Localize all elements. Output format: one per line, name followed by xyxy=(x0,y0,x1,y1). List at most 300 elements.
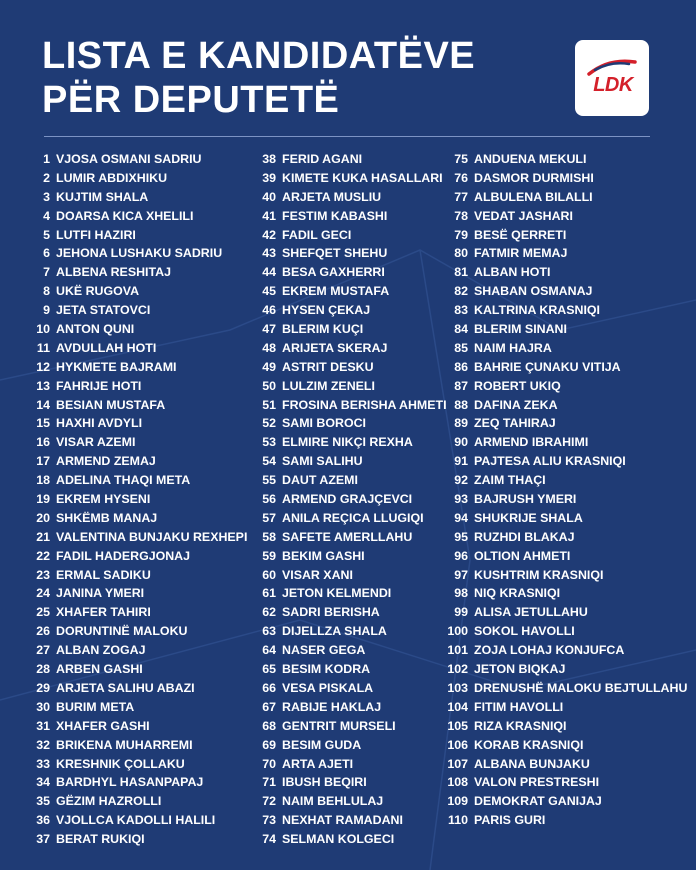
candidate-name: DASMOR DURMISHI xyxy=(474,170,594,185)
candidate-number: 56 xyxy=(262,492,276,507)
candidate-name: LUTFI HAZIRI xyxy=(56,227,136,242)
candidate-name: JEHONA LUSHAKU SADRIU xyxy=(56,246,223,261)
list-item xyxy=(258,773,447,792)
candidate-number: 109 xyxy=(447,794,468,809)
candidate-number: 58 xyxy=(262,529,276,544)
candidate-column-2 xyxy=(258,150,447,849)
candidate-name: KIMETE KUKA HASALLARI xyxy=(282,170,443,185)
list-item xyxy=(444,433,687,452)
candidate-name: ALBULENA BILALLI xyxy=(474,189,593,204)
candidate-number: 26 xyxy=(36,624,50,639)
candidate-number: 11 xyxy=(36,340,50,355)
candidate-name: FROSINA BERISHA AHMETI xyxy=(282,397,447,412)
candidate-number: 73 xyxy=(262,813,276,828)
list-item xyxy=(258,282,447,301)
candidate-number: 102 xyxy=(447,662,468,677)
candidate-name: FITIM HAVOLLI xyxy=(474,699,564,714)
candidate-number: 33 xyxy=(36,756,50,771)
list-item xyxy=(258,244,447,263)
candidate-column-1 xyxy=(22,150,247,849)
candidate-number: 61 xyxy=(262,586,276,601)
list-item xyxy=(22,566,247,585)
list-item xyxy=(22,490,247,509)
list-item xyxy=(258,584,447,603)
candidate-name: ARMEND GRAJÇEVCI xyxy=(282,492,413,507)
list-item xyxy=(258,698,447,717)
list-item xyxy=(22,622,247,641)
candidate-name: ALBAN ZOGAJ xyxy=(56,643,146,658)
candidate-name: SADRI BERISHA xyxy=(282,605,380,620)
candidate-number: 9 xyxy=(43,303,50,318)
candidate-number: 83 xyxy=(454,303,468,318)
candidate-name: DAFINA ZEKA xyxy=(474,397,558,412)
candidate-number: 77 xyxy=(454,189,468,204)
list-item xyxy=(444,339,687,358)
candidate-number: 62 xyxy=(262,605,276,620)
candidate-number: 71 xyxy=(262,775,276,790)
list-item xyxy=(22,282,247,301)
candidate-number: 100 xyxy=(447,624,468,639)
list-item xyxy=(258,207,447,226)
list-item xyxy=(258,169,447,188)
list-item xyxy=(258,490,447,509)
candidate-name: RABIJE HAKLAJ xyxy=(282,699,382,714)
candidate-number: 93 xyxy=(454,492,468,507)
candidate-number: 21 xyxy=(36,529,50,544)
list-item xyxy=(444,169,687,188)
list-item xyxy=(258,736,447,755)
list-item xyxy=(258,622,447,641)
candidate-number: 12 xyxy=(36,359,50,374)
candidate-number: 31 xyxy=(36,718,50,733)
candidate-number: 60 xyxy=(262,567,276,582)
candidate-number: 42 xyxy=(262,227,276,242)
candidate-name: VALON PRESTRESHI xyxy=(474,775,600,790)
candidate-number: 20 xyxy=(36,510,50,525)
candidate-name: FADIL HADERGJONAJ xyxy=(56,548,191,563)
list-item xyxy=(258,811,447,830)
list-item xyxy=(258,377,447,396)
list-item xyxy=(22,226,247,245)
list-item xyxy=(258,830,447,849)
list-item xyxy=(22,509,247,528)
list-item xyxy=(444,509,687,528)
candidate-name: DEMOKRAT GANIJAJ xyxy=(474,794,602,809)
list-item xyxy=(22,471,247,490)
candidate-number: 18 xyxy=(36,473,50,488)
list-item xyxy=(444,679,687,698)
list-item xyxy=(22,433,247,452)
candidate-name: SHUKRIJE SHALA xyxy=(474,510,583,525)
list-item xyxy=(22,263,247,282)
candidate-name: VISAR AZEMI xyxy=(56,435,136,450)
list-item xyxy=(444,528,687,547)
candidate-number: 108 xyxy=(447,775,468,790)
candidate-number: 10 xyxy=(36,322,50,337)
candidate-number: 19 xyxy=(36,492,50,507)
candidate-name: PAJTESA ALIU KRASNIQI xyxy=(474,454,626,469)
candidate-column-3 xyxy=(444,150,687,830)
candidate-number: 48 xyxy=(262,340,276,355)
candidate-number: 59 xyxy=(262,548,276,563)
candidate-name: VJOLLCA KADOLLI HALILI xyxy=(56,813,216,828)
candidate-name: BESË QERRETI xyxy=(474,227,567,242)
list-item xyxy=(444,603,687,622)
candidate-name: KUJTIM SHALA xyxy=(56,189,149,204)
candidate-name: ROBERT UKIQ xyxy=(474,378,561,393)
candidate-name: NAIM HAJRA xyxy=(474,340,552,355)
list-item xyxy=(258,452,447,471)
candidate-number: 107 xyxy=(447,756,468,771)
list-item xyxy=(22,811,247,830)
candidate-number: 50 xyxy=(262,378,276,393)
candidate-name: SAFETE AMERLLAHU xyxy=(282,529,413,544)
list-item xyxy=(22,547,247,566)
candidate-number: 7 xyxy=(43,265,50,280)
candidate-number: 98 xyxy=(454,586,468,601)
candidate-name: SHABAN OSMANAJ xyxy=(474,284,593,299)
candidate-name: SOKOL HAVOLLI xyxy=(474,624,575,639)
list-item xyxy=(258,320,447,339)
candidate-name: KALTRINA KRASNIQI xyxy=(474,303,600,318)
list-item xyxy=(444,792,687,811)
candidate-name: BAHRIE ÇUNAKU VITIJA xyxy=(474,359,621,374)
list-item xyxy=(444,226,687,245)
candidate-name: VISAR XANI xyxy=(282,567,353,582)
list-item xyxy=(22,169,247,188)
candidate-number: 78 xyxy=(454,208,468,223)
candidate-number: 54 xyxy=(262,454,276,469)
candidate-number: 46 xyxy=(262,303,276,318)
candidate-name: AVDULLAH HOTI xyxy=(56,340,157,355)
list-item xyxy=(444,622,687,641)
list-item xyxy=(258,339,447,358)
list-item xyxy=(22,584,247,603)
list-item xyxy=(22,660,247,679)
list-item xyxy=(444,244,687,263)
list-item xyxy=(22,641,247,660)
candidate-number: 68 xyxy=(262,718,276,733)
candidate-number: 43 xyxy=(262,246,276,261)
candidate-number: 101 xyxy=(447,643,468,658)
candidate-number: 104 xyxy=(447,699,468,714)
candidate-name: ARMEND ZEMAJ xyxy=(56,454,156,469)
candidate-name: GENTRIT MURSELI xyxy=(282,718,396,733)
list-item xyxy=(258,226,447,245)
candidate-number: 2 xyxy=(43,170,50,185)
candidate-number: 96 xyxy=(454,548,468,563)
candidate-number: 24 xyxy=(36,586,50,601)
candidate-number: 67 xyxy=(262,699,276,714)
candidate-number: 40 xyxy=(262,189,276,204)
candidate-name: PARIS GURI xyxy=(474,813,546,828)
candidate-number: 14 xyxy=(36,397,50,412)
candidate-number: 5 xyxy=(43,227,50,242)
list-item xyxy=(444,282,687,301)
candidate-name: SELMAN KOLGECI xyxy=(282,832,395,847)
candidate-name: HAXHI AVDYLI xyxy=(56,416,143,431)
candidate-number: 70 xyxy=(262,756,276,771)
list-item xyxy=(22,792,247,811)
candidate-number: 99 xyxy=(454,605,468,620)
candidate-number: 57 xyxy=(262,510,276,525)
candidate-name: ANTON QUNI xyxy=(56,322,135,337)
list-item xyxy=(444,207,687,226)
candidate-number: 95 xyxy=(454,529,468,544)
candidate-name: DOARSA KICA XHELILI xyxy=(56,208,194,223)
candidate-number: 27 xyxy=(36,643,50,658)
candidate-number: 103 xyxy=(447,680,468,695)
list-item xyxy=(444,641,687,660)
list-item xyxy=(444,698,687,717)
candidate-name: JETON BIQKAJ xyxy=(474,662,566,677)
candidate-name: RUZHDI BLAKAJ xyxy=(474,529,575,544)
list-item xyxy=(22,320,247,339)
candidate-name: VALENTINA BUNJAKU REXHEPI xyxy=(56,529,248,544)
list-item xyxy=(22,830,247,849)
candidate-name: LUMIR ABDIXHIKU xyxy=(56,170,168,185)
candidate-number: 3 xyxy=(43,189,50,204)
candidate-number: 44 xyxy=(262,265,276,280)
list-item xyxy=(444,414,687,433)
candidate-name: NIQ KRASNIQI xyxy=(474,586,561,601)
candidate-name: ELMIRE NIKÇI REXHA xyxy=(282,435,413,450)
candidate-name: NEXHAT RAMADANI xyxy=(282,813,403,828)
list-item xyxy=(444,660,687,679)
candidate-name: BAJRUSH YMERI xyxy=(474,492,577,507)
list-item xyxy=(444,547,687,566)
candidate-number: 30 xyxy=(36,699,50,714)
list-item xyxy=(22,244,247,263)
candidate-name: ARBEN GASHI xyxy=(56,662,143,677)
candidate-name: BARDHYL HASANPAPAJ xyxy=(56,775,204,790)
ldk-logo xyxy=(575,40,649,116)
list-item xyxy=(444,773,687,792)
candidate-number: 17 xyxy=(36,454,50,469)
candidate-name: ZEQ TAHIRAJ xyxy=(474,416,556,431)
logo-text: LDK xyxy=(593,74,633,96)
candidate-number: 6 xyxy=(43,246,50,261)
list-item xyxy=(258,358,447,377)
candidate-name: BURIM META xyxy=(56,699,135,714)
title-line-2: PËR DEPUTETË xyxy=(42,79,340,121)
candidate-name: DAUT AZEMI xyxy=(282,473,358,488)
candidate-name: DORUNTINË MALOKU xyxy=(56,624,188,639)
page-title xyxy=(42,34,475,122)
candidate-name: ARJETA SALIHU ABAZI xyxy=(56,680,195,695)
list-item xyxy=(22,698,247,717)
candidate-name: JANINA YMERI xyxy=(56,586,145,601)
list-item xyxy=(258,679,447,698)
candidate-number: 38 xyxy=(262,152,276,166)
list-item xyxy=(22,150,247,169)
list-item xyxy=(444,736,687,755)
list-item xyxy=(258,509,447,528)
list-item xyxy=(258,414,447,433)
candidate-number: 47 xyxy=(262,322,276,337)
list-item xyxy=(444,584,687,603)
list-item xyxy=(22,528,247,547)
candidate-number: 34 xyxy=(36,775,50,790)
list-item xyxy=(258,471,447,490)
candidate-number: 37 xyxy=(36,832,50,847)
candidate-number: 106 xyxy=(447,737,468,752)
candidate-name: BERAT RUKIQI xyxy=(56,832,145,847)
candidate-name: VJOSA OSMANI SADRIU xyxy=(56,152,202,166)
candidate-number: 91 xyxy=(454,454,468,469)
list-item xyxy=(444,755,687,774)
candidate-name: DIJELLZA SHALA xyxy=(282,624,387,639)
list-item xyxy=(258,717,447,736)
candidate-name: ANILA REÇICA LLUGIQI xyxy=(282,510,424,525)
candidate-number: 97 xyxy=(454,567,468,582)
candidate-name: RIZA KRASNIQI xyxy=(474,718,567,733)
candidate-name: BESIM GUDA xyxy=(282,737,362,752)
candidate-name: KUSHTRIM KRASNIQI xyxy=(474,567,604,582)
candidate-name: HYSEN ÇEKAJ xyxy=(282,303,371,318)
candidate-number: 79 xyxy=(454,227,468,242)
candidate-number: 75 xyxy=(454,152,468,166)
list-item xyxy=(444,717,687,736)
candidate-name: NASER GEGA xyxy=(282,643,366,658)
candidate-number: 89 xyxy=(454,416,468,431)
candidate-name: FERID AGANI xyxy=(282,152,363,166)
list-item xyxy=(258,641,447,660)
list-item xyxy=(22,679,247,698)
candidate-name: ASTRIT DESKU xyxy=(282,359,374,374)
candidate-number: 36 xyxy=(36,813,50,828)
candidate-name: JETA STATOVCI xyxy=(56,303,151,318)
list-item xyxy=(258,263,447,282)
candidate-number: 82 xyxy=(454,284,468,299)
candidate-number: 86 xyxy=(454,359,468,374)
candidate-number: 8 xyxy=(43,284,50,299)
candidate-name: ARTA AJETI xyxy=(282,756,354,771)
list-item xyxy=(444,263,687,282)
list-item xyxy=(444,490,687,509)
candidate-name: BESIAN MUSTAFA xyxy=(56,397,166,412)
candidate-number: 64 xyxy=(262,643,276,658)
candidate-number: 110 xyxy=(448,813,468,828)
list-item xyxy=(444,320,687,339)
candidate-number: 29 xyxy=(36,680,50,695)
list-item xyxy=(258,660,447,679)
candidate-name: UKË RUGOVA xyxy=(56,284,140,299)
list-item xyxy=(22,301,247,320)
candidate-name: ANDUENA MEKULI xyxy=(474,152,587,166)
list-item xyxy=(444,301,687,320)
title-line-1: LISTA E KANDIDATËVE xyxy=(42,35,476,77)
candidate-number: 45 xyxy=(262,284,276,299)
list-item xyxy=(22,452,247,471)
candidate-name: BLERIM KUÇI xyxy=(282,322,364,337)
list-item xyxy=(22,358,247,377)
list-item xyxy=(22,773,247,792)
list-item xyxy=(22,717,247,736)
candidate-number: 69 xyxy=(262,737,276,752)
candidate-number: 88 xyxy=(454,397,468,412)
candidate-number: 52 xyxy=(262,416,276,431)
candidate-number: 4 xyxy=(43,208,50,223)
candidate-name: NAIM BEHLULAJ xyxy=(282,794,384,809)
list-item xyxy=(258,528,447,547)
candidate-name: ALBAN HOTI xyxy=(474,265,551,280)
candidate-number: 65 xyxy=(262,662,276,677)
candidate-name: EKREM MUSTAFA xyxy=(282,284,390,299)
candidate-number: 66 xyxy=(262,680,276,695)
list-item xyxy=(258,566,447,585)
list-item xyxy=(22,207,247,226)
candidate-number: 35 xyxy=(36,794,50,809)
list-item xyxy=(444,471,687,490)
candidate-number: 23 xyxy=(36,567,50,582)
candidate-name: KRESHNIK ÇOLLAKU xyxy=(56,756,185,771)
candidate-number: 81 xyxy=(454,265,468,280)
list-item xyxy=(22,736,247,755)
candidate-name: XHAFER TAHIRI xyxy=(56,605,151,620)
candidate-name: VESA PISKALA xyxy=(282,680,374,695)
candidate-number: 105 xyxy=(447,718,468,733)
candidate-number: 51 xyxy=(262,397,276,412)
candidate-name: DRENUSHË MALOKU BEJTULLAHU xyxy=(474,680,688,695)
candidate-number: 22 xyxy=(36,548,50,563)
candidate-name: FESTIM KABASHI xyxy=(282,208,388,223)
candidate-number: 87 xyxy=(454,378,468,393)
candidate-number: 41 xyxy=(262,208,276,223)
candidate-number: 13 xyxy=(36,378,50,393)
candidate-name: ARJETA MUSLIU xyxy=(282,189,382,204)
candidate-name: EKREM HYSENI xyxy=(56,492,151,507)
candidate-name: OLTION AHMETI xyxy=(474,548,571,563)
candidate-name: ZAIM THAÇI xyxy=(474,473,546,488)
candidate-name: ZOJA LOHAJ KONJUFCA xyxy=(474,643,625,658)
candidate-name: JETON KELMENDI xyxy=(282,586,392,601)
candidate-name: BRIKENA MUHARREMI xyxy=(56,737,193,752)
candidate-name: ERMAL SADIKU xyxy=(56,567,151,582)
candidate-number: 28 xyxy=(36,662,50,677)
candidate-name: FATMIR MEMAJ xyxy=(474,246,568,261)
candidate-number: 53 xyxy=(262,435,276,450)
candidate-name: BESA GAXHERRI xyxy=(282,265,385,280)
candidate-number: 72 xyxy=(262,794,276,809)
list-item xyxy=(258,396,447,415)
candidate-number: 1 xyxy=(43,152,50,166)
candidate-name: SHKËMB MANAJ xyxy=(56,510,158,525)
list-item xyxy=(444,396,687,415)
list-item xyxy=(22,188,247,207)
candidate-number: 80 xyxy=(454,246,468,261)
candidate-number: 55 xyxy=(262,473,276,488)
list-item xyxy=(22,603,247,622)
candidate-name: SHEFQET SHEHU xyxy=(282,246,388,261)
candidate-name: LULZIM ZENELI xyxy=(282,378,375,393)
candidate-name: BESIM KODRA xyxy=(282,662,371,677)
candidate-name: FAHRIJE HOTI xyxy=(56,378,142,393)
candidate-name: SAMI BOROCI xyxy=(282,416,366,431)
candidate-number: 32 xyxy=(36,737,50,752)
list-item xyxy=(444,452,687,471)
list-item xyxy=(444,150,687,169)
candidate-number: 84 xyxy=(454,322,468,337)
candidate-number: 90 xyxy=(454,435,468,450)
list-item xyxy=(444,811,687,830)
candidate-name: BLERIM SINANI xyxy=(474,322,567,337)
list-item xyxy=(22,755,247,774)
list-item xyxy=(258,547,447,566)
title-divider xyxy=(44,136,650,137)
candidate-name: ALISA JETULLAHU xyxy=(474,605,588,620)
candidate-name: IBUSH BEQIRI xyxy=(282,775,367,790)
